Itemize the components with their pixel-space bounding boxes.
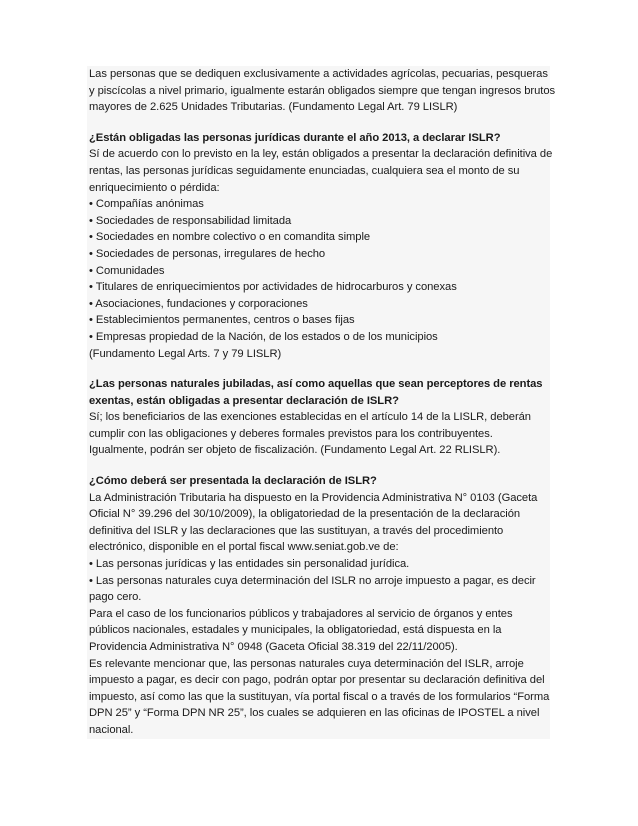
paragraph-line: mayores de 2.625 Unidades Tributarias. (Fundamento Legal Art. 79 LISLR)	[89, 101, 458, 114]
question-heading: exentas, están obligadas a presentar declaración de ISLR?	[89, 394, 399, 407]
section-spacer	[87, 362, 550, 376]
paragraph-line: La Administración Tributaria ha dispuesto en la Providencia Administrativa N° 0103 (Gaceta	[89, 491, 538, 504]
paragraph-line: electrónico, disponible en el portal fiscal www.seniat.gob.ve de:	[89, 541, 399, 554]
document-body	[87, 66, 556, 739]
paragraph-line: enriquecimiento o pérdida:	[89, 181, 220, 194]
question-heading: ¿Las personas naturales jubiladas, así como aquellas que sean perceptores de rentas	[89, 378, 543, 391]
paragraph-line: pago cero.	[89, 591, 142, 604]
paragraph-line: Sí de acuerdo con lo previsto en la ley, están obligados a presentar la declaración definitiva de	[89, 148, 553, 161]
paragraph-line: DPN 25” y “Forma DPN NR 25”, los cuales se adquieren en las oficinas de IPOSTEL a nivel	[89, 707, 540, 720]
paragraph-line: Igualmente, podrán ser objeto de fiscalización. (Fundamento Legal Art. 22 RLISLR).	[89, 444, 501, 457]
paragraph-line: Providencia Administrativa N° 0948 (Gaceta Oficial 38.319 del 22/11/2005).	[89, 641, 458, 653]
paragraph-line: nacional.	[89, 723, 134, 736]
section-spacer	[87, 459, 550, 473]
list-item: • Establecimientos permanentes, centros o bases fijas	[89, 314, 355, 327]
list-item: • Las personas naturales cuya determinación del ISLR no arroje impuesto a pagar, es decir	[89, 574, 536, 587]
paragraph-line: definitiva del ISLR y las declaraciones que las sustituyan, a través del procedimiento	[89, 524, 504, 537]
list-item: • Comunidades	[89, 264, 165, 277]
list-item: • Asociaciones, fundaciones y corporaciones	[89, 297, 308, 310]
paragraph-line: impuesto, así como las que la sustituyan, vía portal fiscal o a través de los formularios “Forma	[89, 690, 550, 703]
paragraph-line: (Fundamento Legal Arts. 7 y 79 LISLR)	[89, 347, 282, 360]
paragraph-line: Para el caso de los funcionarios públicos y trabajadores al servicio de órganos y entes	[89, 607, 513, 620]
question-heading: ¿Cómo deberá ser presentada la declaración de ISLR?	[89, 475, 377, 488]
paragraph-line: Sí; los beneficiarios de las exenciones establecidas en el artículo 14 de la LISLR, deberán	[89, 411, 531, 424]
paragraph-line: impuesto a pagar, es decir con pago, podrán optar por presentar su declaración definitiva del	[89, 674, 545, 687]
list-item: • Sociedades en nombre colectivo o en comandita simple	[89, 231, 371, 244]
section-spacer	[87, 116, 550, 130]
list-item: • Empresas propiedad de la Nación, de los estados o de los municipios	[89, 330, 438, 343]
section-1	[87, 66, 556, 116]
paragraph-line: públicos nacionales, estadales y municipales, la obligatoriedad, está dispuesta en la	[89, 624, 502, 637]
paragraph-line: Es relevante mencionar que, las personas naturales cuya determinación del ISLR, arroje	[89, 657, 524, 670]
paragraph-line: y piscícolas a nivel primario, igualmente estarán obligados siempre que tengan ingresos brutos	[89, 84, 556, 97]
section-4	[87, 473, 550, 739]
list-item: • Sociedades de personas, irregulares de hecho	[89, 247, 326, 260]
question-heading: ¿Están obligadas las personas jurídicas durante el año 2013, a declarar ISLR?	[89, 131, 501, 144]
section-3	[87, 376, 550, 459]
paragraph-line: Las personas que se dediquen exclusivamente a actividades agrícolas, pecuarias, pesqueras	[89, 68, 548, 80]
list-item: • Las personas jurídicas y las entidades sin personalidad jurídica.	[89, 558, 410, 571]
paragraph-line: cumplir con las obligaciones y deberes formales previstos para los contribuyentes.	[89, 427, 493, 440]
list-item: • Titulares de enriquecimientos por actividades de hidrocarburos y conexas	[89, 281, 457, 294]
paragraph-line: rentas, las personas jurídicas seguidamente enunciadas, cualquiera sea el monto de su	[89, 164, 520, 177]
list-item: • Sociedades de responsabilidad limitada	[89, 214, 292, 227]
paragraph-line: Oficial N° 39.296 del 30/10/2009), la obligatoriedad de la presentación de la declaración	[89, 508, 521, 521]
section-2	[87, 130, 553, 362]
list-item: • Compañías anónimas	[89, 198, 204, 211]
